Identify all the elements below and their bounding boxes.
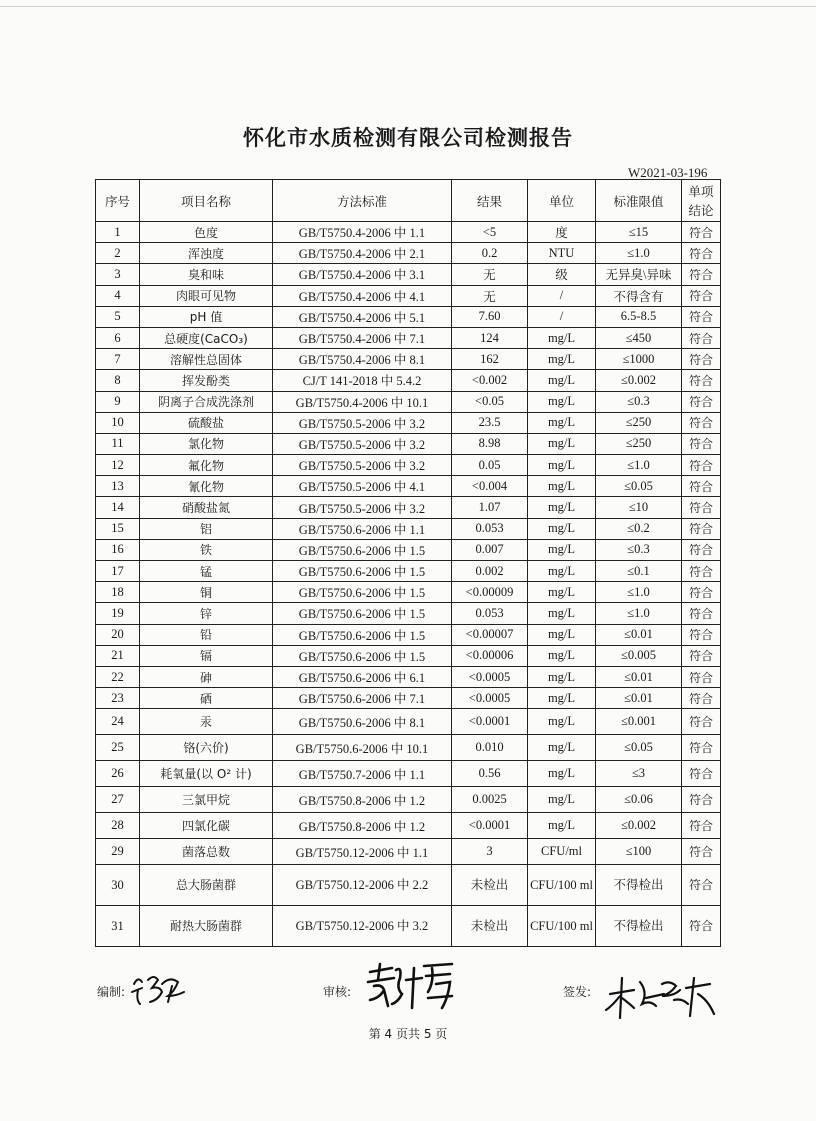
cell-conclusion: 符合 bbox=[682, 349, 721, 370]
cell-result: <0.004 bbox=[452, 476, 528, 497]
cell-result: <0.0005 bbox=[452, 666, 528, 687]
page-number: 第 4 页共 5 页 bbox=[368, 1027, 448, 1041]
cell-unit: mg/L bbox=[528, 561, 596, 582]
table-row bbox=[96, 709, 721, 735]
table-row bbox=[96, 624, 721, 645]
cell-result: 124 bbox=[452, 327, 528, 348]
cell-method: GB/T5750.6-2006 中 10.1 bbox=[273, 735, 452, 761]
cell-method: GB/T5750.6-2006 中 7.1 bbox=[273, 688, 452, 709]
cell-seq: 5 bbox=[96, 306, 140, 327]
table-row bbox=[96, 476, 721, 497]
cell-conclusion: 符合 bbox=[682, 391, 721, 412]
cell-seq: 1 bbox=[96, 222, 140, 243]
cell-method: GB/T5750.12-2006 中 3.2 bbox=[273, 906, 452, 947]
cell-seq: 11 bbox=[96, 433, 140, 454]
cell-method: GB/T5750.6-2006 中 1.5 bbox=[273, 539, 452, 560]
cell-unit: 级 bbox=[528, 264, 596, 285]
cell-result: 0.002 bbox=[452, 561, 528, 582]
table-row bbox=[96, 582, 721, 603]
cell-limit: ≤1.0 bbox=[596, 582, 682, 603]
cell-item: 菌落总数 bbox=[140, 839, 273, 865]
cell-limit: ≤0.002 bbox=[596, 370, 682, 391]
cell-unit: mg/L bbox=[528, 813, 596, 839]
cell-seq: 9 bbox=[96, 391, 140, 412]
cell-conclusion: 符合 bbox=[682, 370, 721, 391]
header-conclusion: 单项结论 bbox=[682, 180, 721, 222]
cell-result: <0.00009 bbox=[452, 582, 528, 603]
header-limit: 标准限值 bbox=[596, 180, 682, 222]
cell-limit: ≤1.0 bbox=[596, 603, 682, 624]
cell-item: 铝 bbox=[140, 518, 273, 539]
cell-conclusion: 符合 bbox=[682, 688, 721, 709]
cell-item: 铜 bbox=[140, 582, 273, 603]
cell-conclusion: 符合 bbox=[682, 624, 721, 645]
cell-conclusion: 符合 bbox=[682, 306, 721, 327]
cell-seq: 17 bbox=[96, 561, 140, 582]
cell-conclusion: 符合 bbox=[682, 813, 721, 839]
cell-seq: 12 bbox=[96, 455, 140, 476]
cell-item: 溶解性总固体 bbox=[140, 349, 273, 370]
table-row bbox=[96, 285, 721, 306]
cell-unit: CFU/100 ml bbox=[528, 865, 596, 906]
cell-item: pH 值 bbox=[140, 306, 273, 327]
cell-unit: mg/L bbox=[528, 412, 596, 433]
header-seq: 序号 bbox=[96, 180, 140, 222]
cell-conclusion: 符合 bbox=[682, 455, 721, 476]
cell-unit: mg/L bbox=[528, 603, 596, 624]
reviewed-signature-image bbox=[362, 958, 458, 1018]
table-header-row bbox=[96, 180, 721, 222]
cell-seq: 4 bbox=[96, 285, 140, 306]
cell-method: GB/T5750.6-2006 中 1.5 bbox=[273, 624, 452, 645]
cell-limit: ≤0.05 bbox=[596, 476, 682, 497]
cell-item: 浑浊度 bbox=[140, 243, 273, 264]
cell-limit: ≤100 bbox=[596, 839, 682, 865]
report-title: 怀化市水质检测有限公司检测报告 bbox=[243, 126, 573, 150]
cell-unit: mg/L bbox=[528, 370, 596, 391]
cell-result: 0.053 bbox=[452, 603, 528, 624]
header-result: 结果 bbox=[452, 180, 528, 222]
cell-result: 未检出 bbox=[452, 865, 528, 906]
cell-unit: mg/L bbox=[528, 349, 596, 370]
cell-unit: mg/L bbox=[528, 455, 596, 476]
cell-seq: 3 bbox=[96, 264, 140, 285]
cell-seq: 31 bbox=[96, 906, 140, 947]
cell-unit: mg/L bbox=[528, 327, 596, 348]
cell-conclusion: 符合 bbox=[682, 787, 721, 813]
cell-method: GB/T5750.8-2006 中 1.2 bbox=[273, 813, 452, 839]
cell-conclusion: 符合 bbox=[682, 709, 721, 735]
cell-method: GB/T5750.5-2006 中 4.1 bbox=[273, 476, 452, 497]
cell-method: GB/T5750.6-2006 中 1.5 bbox=[273, 645, 452, 666]
cell-result: <0.0001 bbox=[452, 813, 528, 839]
cell-limit: ≤0.1 bbox=[596, 561, 682, 582]
cell-limit: 不得含有 bbox=[596, 285, 682, 306]
table-row bbox=[96, 349, 721, 370]
cell-method: GB/T5750.6-2006 中 1.5 bbox=[273, 582, 452, 603]
cell-seq: 10 bbox=[96, 412, 140, 433]
cell-item: 铬(六价) bbox=[140, 735, 273, 761]
table-row bbox=[96, 813, 721, 839]
cell-method: GB/T5750.4-2006 中 5.1 bbox=[273, 306, 452, 327]
cell-result: 0.010 bbox=[452, 735, 528, 761]
cell-limit: ≤250 bbox=[596, 433, 682, 454]
table-row bbox=[96, 645, 721, 666]
cell-method: GB/T5750.4-2006 中 4.1 bbox=[273, 285, 452, 306]
cell-unit: mg/L bbox=[528, 391, 596, 412]
cell-item: 四氯化碳 bbox=[140, 813, 273, 839]
cell-conclusion: 符合 bbox=[682, 906, 721, 947]
cell-seq: 25 bbox=[96, 735, 140, 761]
cell-conclusion: 符合 bbox=[682, 327, 721, 348]
issued-signature-image bbox=[600, 970, 720, 1024]
cell-unit: mg/L bbox=[528, 582, 596, 603]
cell-unit: CFU/100 ml bbox=[528, 906, 596, 947]
reviewed-label: 审核: bbox=[323, 985, 352, 999]
cell-conclusion: 符合 bbox=[682, 561, 721, 582]
cell-unit: NTU bbox=[528, 243, 596, 264]
table-row bbox=[96, 412, 721, 433]
cell-item: 汞 bbox=[140, 709, 273, 735]
table-row bbox=[96, 433, 721, 454]
cell-item: 总大肠菌群 bbox=[140, 865, 273, 906]
table-row bbox=[96, 906, 721, 947]
cell-method: GB/T5750.7-2006 中 1.1 bbox=[273, 761, 452, 787]
cell-limit: ≤250 bbox=[596, 412, 682, 433]
cell-method: GB/T5750.12-2006 中 1.1 bbox=[273, 839, 452, 865]
cell-seq: 27 bbox=[96, 787, 140, 813]
cell-result: <0.0001 bbox=[452, 709, 528, 735]
cell-result: 0.007 bbox=[452, 539, 528, 560]
cell-result: 23.5 bbox=[452, 412, 528, 433]
cell-seq: 13 bbox=[96, 476, 140, 497]
cell-item: 氯化物 bbox=[140, 433, 273, 454]
cell-item: 砷 bbox=[140, 666, 273, 687]
table-row bbox=[96, 561, 721, 582]
cell-limit: ≤450 bbox=[596, 327, 682, 348]
cell-item: 锌 bbox=[140, 603, 273, 624]
cell-result: 0.0025 bbox=[452, 787, 528, 813]
cell-limit: ≤0.01 bbox=[596, 624, 682, 645]
cell-method: GB/T5750.6-2006 中 8.1 bbox=[273, 709, 452, 735]
cell-seq: 18 bbox=[96, 582, 140, 603]
cell-item: 氰化物 bbox=[140, 476, 273, 497]
cell-limit: ≤1.0 bbox=[596, 455, 682, 476]
cell-method: GB/T5750.12-2006 中 2.2 bbox=[273, 865, 452, 906]
cell-item: 铁 bbox=[140, 539, 273, 560]
cell-unit: mg/L bbox=[528, 476, 596, 497]
cell-conclusion: 符合 bbox=[682, 497, 721, 518]
cell-limit: ≤15 bbox=[596, 222, 682, 243]
table-row bbox=[96, 688, 721, 709]
cell-seq: 8 bbox=[96, 370, 140, 391]
cell-limit: ≤0.002 bbox=[596, 813, 682, 839]
cell-result: 0.05 bbox=[452, 455, 528, 476]
table-row bbox=[96, 735, 721, 761]
cell-conclusion: 符合 bbox=[682, 865, 721, 906]
cell-result: 1.07 bbox=[452, 497, 528, 518]
cell-seq: 21 bbox=[96, 645, 140, 666]
table-row bbox=[96, 306, 721, 327]
cell-conclusion: 符合 bbox=[682, 666, 721, 687]
cell-conclusion: 符合 bbox=[682, 476, 721, 497]
cell-result: <5 bbox=[452, 222, 528, 243]
cell-seq: 22 bbox=[96, 666, 140, 687]
header-item: 项目名称 bbox=[140, 180, 273, 222]
cell-result: <0.0005 bbox=[452, 688, 528, 709]
cell-conclusion: 符合 bbox=[682, 582, 721, 603]
table-row bbox=[96, 222, 721, 243]
cell-method: GB/T5750.6-2006 中 6.1 bbox=[273, 666, 452, 687]
table-row bbox=[96, 865, 721, 906]
table-row bbox=[96, 761, 721, 787]
cell-seq: 28 bbox=[96, 813, 140, 839]
cell-seq: 16 bbox=[96, 539, 140, 560]
cell-result: <0.00006 bbox=[452, 645, 528, 666]
cell-seq: 23 bbox=[96, 688, 140, 709]
cell-conclusion: 符合 bbox=[682, 412, 721, 433]
header-method: 方法标准 bbox=[273, 180, 452, 222]
cell-item: 耐热大肠菌群 bbox=[140, 906, 273, 947]
table-row bbox=[96, 370, 721, 391]
cell-unit: / bbox=[528, 306, 596, 327]
cell-conclusion: 符合 bbox=[682, 222, 721, 243]
cell-item: 硒 bbox=[140, 688, 273, 709]
cell-method: GB/T5750.6-2006 中 1.1 bbox=[273, 518, 452, 539]
cell-limit: ≤0.3 bbox=[596, 539, 682, 560]
cell-seq: 24 bbox=[96, 709, 140, 735]
cell-limit: ≤0.001 bbox=[596, 709, 682, 735]
cell-seq: 29 bbox=[96, 839, 140, 865]
cell-result: 3 bbox=[452, 839, 528, 865]
header-unit: 单位 bbox=[528, 180, 596, 222]
cell-item: 臭和味 bbox=[140, 264, 273, 285]
table-row bbox=[96, 839, 721, 865]
cell-result: 0.2 bbox=[452, 243, 528, 264]
cell-unit: mg/L bbox=[528, 666, 596, 687]
cell-conclusion: 符合 bbox=[682, 603, 721, 624]
cell-item: 锰 bbox=[140, 561, 273, 582]
cell-conclusion: 符合 bbox=[682, 243, 721, 264]
cell-item: 色度 bbox=[140, 222, 273, 243]
cell-seq: 15 bbox=[96, 518, 140, 539]
cell-limit: ≤1.0 bbox=[596, 243, 682, 264]
table-row bbox=[96, 518, 721, 539]
cell-unit: mg/L bbox=[528, 761, 596, 787]
cell-unit: mg/L bbox=[528, 787, 596, 813]
cell-result: 162 bbox=[452, 349, 528, 370]
cell-item: 阴离子合成洗涤剂 bbox=[140, 391, 273, 412]
cell-seq: 6 bbox=[96, 327, 140, 348]
table-row bbox=[96, 243, 721, 264]
issued-label: 签发: bbox=[563, 985, 592, 999]
cell-item: 肉眼可见物 bbox=[140, 285, 273, 306]
cell-conclusion: 符合 bbox=[682, 645, 721, 666]
cell-limit: ≤0.01 bbox=[596, 666, 682, 687]
compiled-signature-image bbox=[128, 966, 190, 1010]
cell-item: 三氯甲烷 bbox=[140, 787, 273, 813]
cell-unit: mg/L bbox=[528, 518, 596, 539]
cell-unit: CFU/ml bbox=[528, 839, 596, 865]
cell-result: <0.002 bbox=[452, 370, 528, 391]
cell-result: 7.60 bbox=[452, 306, 528, 327]
cell-method: GB/T5750.6-2006 中 1.5 bbox=[273, 603, 452, 624]
cell-unit: / bbox=[528, 285, 596, 306]
table-row bbox=[96, 603, 721, 624]
cell-limit: ≤0.005 bbox=[596, 645, 682, 666]
cell-method: GB/T5750.4-2006 中 2.1 bbox=[273, 243, 452, 264]
cell-seq: 26 bbox=[96, 761, 140, 787]
cell-method: GB/T5750.4-2006 中 8.1 bbox=[273, 349, 452, 370]
cell-item: 镉 bbox=[140, 645, 273, 666]
cell-unit: mg/L bbox=[528, 688, 596, 709]
cell-conclusion: 符合 bbox=[682, 433, 721, 454]
cell-limit: ≤1000 bbox=[596, 349, 682, 370]
cell-item: 硝酸盐氮 bbox=[140, 497, 273, 518]
cell-result: 无 bbox=[452, 264, 528, 285]
cell-item: 氟化物 bbox=[140, 455, 273, 476]
table-row bbox=[96, 787, 721, 813]
cell-unit: mg/L bbox=[528, 624, 596, 645]
cell-result: <0.00007 bbox=[452, 624, 528, 645]
scan-edge-line bbox=[0, 6, 816, 7]
cell-unit: mg/L bbox=[528, 735, 596, 761]
cell-method: GB/T5750.4-2006 中 7.1 bbox=[273, 327, 452, 348]
table-row bbox=[96, 391, 721, 412]
cell-item: 总硬度(CaCO₃) bbox=[140, 327, 273, 348]
cell-limit: 6.5-8.5 bbox=[596, 306, 682, 327]
cell-unit: mg/L bbox=[528, 645, 596, 666]
results-table bbox=[95, 179, 721, 947]
cell-conclusion: 符合 bbox=[682, 264, 721, 285]
cell-conclusion: 符合 bbox=[682, 735, 721, 761]
cell-method: GB/T5750.5-2006 中 3.2 bbox=[273, 433, 452, 454]
cell-limit: ≤10 bbox=[596, 497, 682, 518]
cell-method: GB/T5750.5-2006 中 3.2 bbox=[273, 455, 452, 476]
cell-item: 铅 bbox=[140, 624, 273, 645]
cell-method: GB/T5750.4-2006 中 3.1 bbox=[273, 264, 452, 285]
cell-method: GB/T5750.8-2006 中 1.2 bbox=[273, 787, 452, 813]
cell-conclusion: 符合 bbox=[682, 539, 721, 560]
cell-limit: 无异臭\异味 bbox=[596, 264, 682, 285]
cell-limit: 不得检出 bbox=[596, 865, 682, 906]
cell-seq: 20 bbox=[96, 624, 140, 645]
table-row bbox=[96, 497, 721, 518]
cell-item: 挥发酚类 bbox=[140, 370, 273, 391]
cell-seq: 14 bbox=[96, 497, 140, 518]
cell-method: GB/T5750.4-2006 中 1.1 bbox=[273, 222, 452, 243]
cell-result: 8.98 bbox=[452, 433, 528, 454]
report-number: W2021-03-196 bbox=[628, 165, 708, 180]
table-row bbox=[96, 666, 721, 687]
cell-conclusion: 符合 bbox=[682, 518, 721, 539]
cell-method: GB/T5750.5-2006 中 3.2 bbox=[273, 412, 452, 433]
cell-result: 未检出 bbox=[452, 906, 528, 947]
cell-method: CJ/T 141-2018 中 5.4.2 bbox=[273, 370, 452, 391]
table-row bbox=[96, 327, 721, 348]
table-body bbox=[96, 222, 721, 947]
cell-result: 0.053 bbox=[452, 518, 528, 539]
cell-limit: ≤0.05 bbox=[596, 735, 682, 761]
table-row bbox=[96, 539, 721, 560]
cell-seq: 7 bbox=[96, 349, 140, 370]
cell-limit: ≤0.06 bbox=[596, 787, 682, 813]
cell-limit: ≤0.2 bbox=[596, 518, 682, 539]
cell-seq: 30 bbox=[96, 865, 140, 906]
cell-method: GB/T5750.4-2006 中 10.1 bbox=[273, 391, 452, 412]
cell-unit: mg/L bbox=[528, 433, 596, 454]
cell-method: GB/T5750.5-2006 中 3.2 bbox=[273, 497, 452, 518]
cell-result: 无 bbox=[452, 285, 528, 306]
cell-item: 硫酸盐 bbox=[140, 412, 273, 433]
cell-seq: 2 bbox=[96, 243, 140, 264]
cell-conclusion: 符合 bbox=[682, 839, 721, 865]
cell-unit: 度 bbox=[528, 222, 596, 243]
compiled-label: 编制: bbox=[97, 985, 126, 999]
cell-method: GB/T5750.6-2006 中 1.5 bbox=[273, 561, 452, 582]
cell-unit: mg/L bbox=[528, 539, 596, 560]
cell-conclusion: 符合 bbox=[682, 285, 721, 306]
table-row bbox=[96, 455, 721, 476]
cell-result: <0.05 bbox=[452, 391, 528, 412]
cell-seq: 19 bbox=[96, 603, 140, 624]
cell-limit: ≤3 bbox=[596, 761, 682, 787]
cell-limit: 不得检出 bbox=[596, 906, 682, 947]
cell-item: 耗氧量(以 O² 计) bbox=[140, 761, 273, 787]
cell-conclusion: 符合 bbox=[682, 761, 721, 787]
cell-limit: ≤0.01 bbox=[596, 688, 682, 709]
cell-unit: mg/L bbox=[528, 497, 596, 518]
table-row bbox=[96, 264, 721, 285]
cell-result: 0.56 bbox=[452, 761, 528, 787]
cell-limit: ≤0.3 bbox=[596, 391, 682, 412]
cell-unit: mg/L bbox=[528, 709, 596, 735]
